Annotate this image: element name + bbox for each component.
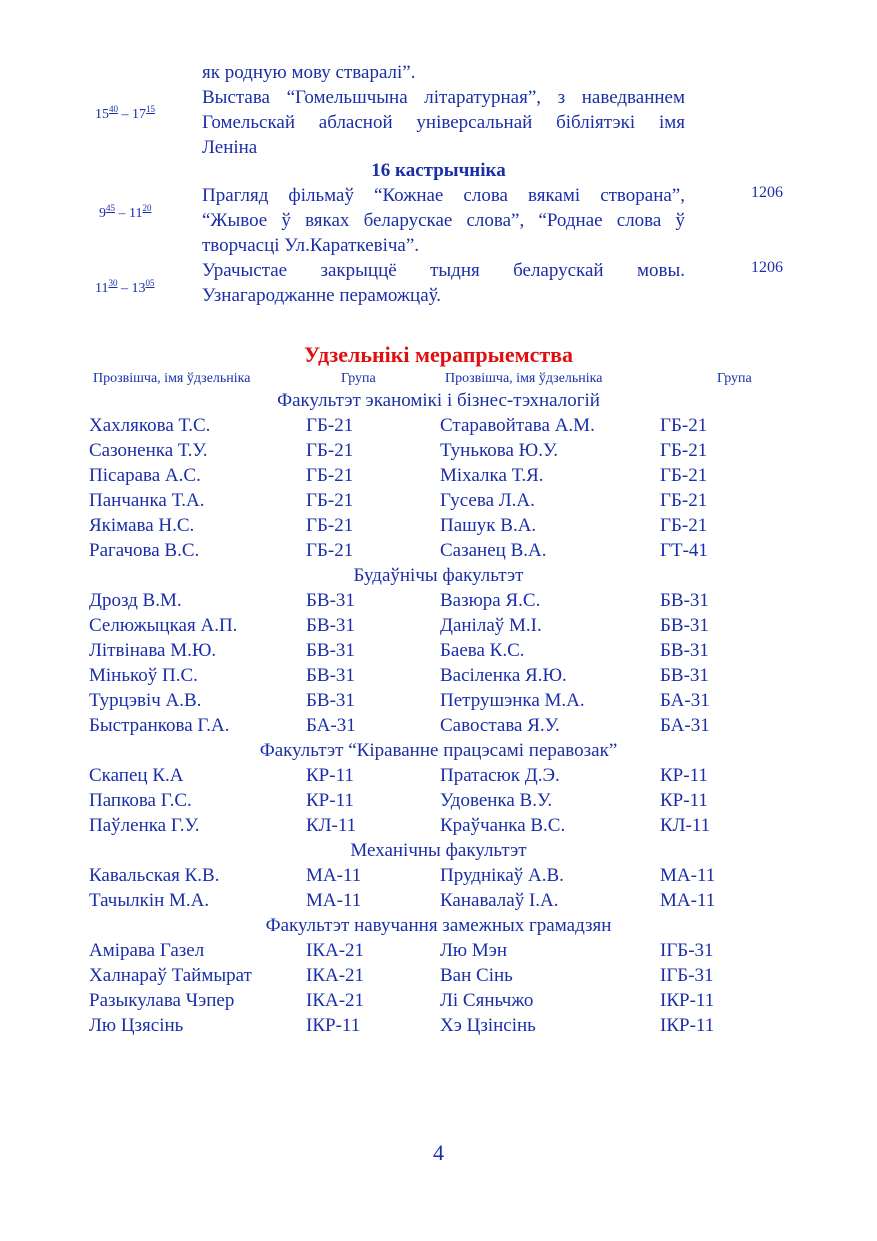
participant-name: Сазанец В.А. [440, 540, 547, 561]
participant-name: Савостава Я.У. [440, 715, 560, 736]
participant-name: Папкова Г.С. [89, 790, 192, 811]
item1-description: Выстава “Гомельшчына літаратурная”, з наведваннем Гомельскай абласной універсальнай бібліятэкі імя Леніна [202, 87, 685, 158]
day-heading: 16 кастрычніка [371, 160, 506, 181]
participant-group: ГБ-21 [660, 465, 708, 486]
participant-name: Міхалка Т.Я. [440, 465, 544, 486]
participant-group: ІКА-21 [306, 965, 365, 986]
participant-group: БВ-31 [660, 665, 709, 686]
participant-name: Вазюра Я.С. [440, 590, 541, 611]
participant-name: Амірава Газел [89, 940, 205, 961]
participant-group: КР-11 [660, 765, 708, 786]
participant-group: КЛ-11 [306, 815, 357, 836]
participant-name: Літвінава М.Ю. [89, 640, 217, 661]
item2-time: $9^{45} - 11^{20}$ [99, 203, 152, 221]
participant-name: Краўчанка В.С. [440, 815, 566, 836]
page-number: 4 [433, 1140, 444, 1165]
participant-name: Пісарава А.С. [89, 465, 201, 486]
item2-room: 1206 [751, 184, 783, 201]
participant-group: ГБ-21 [306, 440, 354, 461]
participant-name: Пашук В.А. [440, 515, 537, 536]
col-group-header-right: Група [717, 371, 752, 386]
participant-name: Селюжыцкая А.П. [89, 615, 238, 636]
faculty-heading: Факультэт навучання замежных грамадзян [265, 915, 612, 936]
col-group-header-left: Група [341, 371, 376, 386]
participant-name: Пруднікаў А.В. [440, 865, 564, 886]
participant-name: Гусева Л.А. [440, 490, 535, 511]
participant-name: Пратасюк Д.Э. [440, 765, 560, 786]
participant-group: ІГБ-31 [660, 940, 714, 961]
participant-group: БА-31 [660, 715, 710, 736]
participant-group: БА-31 [306, 715, 356, 736]
participant-group: ГБ-21 [306, 465, 354, 486]
participant-group: ІКР-11 [306, 1015, 361, 1036]
participant-group: БВ-31 [660, 590, 709, 611]
participant-name: Тунькова Ю.У. [440, 440, 559, 461]
item3-description: Урачыстае закрыццё тыдня беларускай мовы. Узнагароджанне пераможцаў. [202, 260, 685, 306]
participant-group: ІКР-11 [660, 990, 715, 1011]
participant-group: ГТ-41 [660, 540, 708, 561]
participant-name: Разыкулава Чэпер [89, 990, 235, 1011]
participant-name: Якімава Н.С. [89, 515, 195, 536]
participants-title: Удзельнікі мерапрыемства [303, 342, 574, 367]
participant-group: ГБ-21 [660, 440, 708, 461]
participant-name: Быстранкова Г.А. [89, 715, 230, 736]
participant-group: ГБ-21 [306, 515, 354, 536]
item3-room: 1206 [751, 259, 783, 276]
participant-group: БА-31 [660, 690, 710, 711]
participant-name: Рагачова В.С. [89, 540, 200, 561]
faculty-heading: Будаўнічы факультэт [353, 565, 524, 586]
participant-name: Скапец К.А [89, 765, 184, 786]
faculty-heading: Факультэт “Кіраванне працэсамі перавозак” [259, 740, 618, 761]
participant-group: ГБ-21 [306, 490, 354, 511]
participant-group: КР-11 [306, 765, 354, 786]
participant-group: БВ-31 [660, 615, 709, 636]
participant-group: БВ-31 [306, 590, 355, 611]
item1-time: $15^{40} - 17^{15}$ [95, 104, 155, 122]
participant-group: КР-11 [660, 790, 708, 811]
faculty-heading: Факультэт эканомікі і бізнес-тэхналогій [277, 390, 600, 411]
col-name-header-left: Прозвішча, імя ўдзельніка [93, 371, 251, 386]
faculty-heading: Механічны факультэт [350, 840, 527, 861]
item3-time: $11^{30} - 13^{05}$ [95, 278, 155, 296]
participant-name: Петрушэнка М.А. [440, 690, 585, 711]
participant-group: МА-11 [306, 890, 362, 911]
participant-group: ГБ-21 [660, 490, 708, 511]
participant-group: ГБ-21 [660, 515, 708, 536]
participant-group: БВ-31 [306, 615, 355, 636]
participant-group: БВ-31 [306, 690, 355, 711]
participant-name: Халнараў Таймырат [89, 965, 252, 986]
participant-name: Баева К.С. [440, 640, 525, 661]
participant-name: Тачылкін М.А. [89, 890, 210, 911]
participant-name: Васіленка Я.Ю. [440, 665, 567, 686]
participant-name: Хахлякова Т.С. [89, 415, 211, 436]
participant-name: Мінькоў П.С. [89, 665, 198, 686]
participant-name: Лі Сяньчжо [440, 990, 534, 1011]
participant-group: БВ-31 [306, 665, 355, 686]
participant-name: Панчанка Т.А. [89, 490, 205, 511]
col-name-header-right: Прозвішча, імя ўдзельніка [445, 371, 603, 386]
participant-name: Удовенка В.У. [440, 790, 553, 811]
item2-description: Прагляд фільмаў “Кожнае слова вякамі створана”, “Жывое ў вяках беларускае слова”, “Роднае слова ў творчасці Ул.Караткевіча”. [202, 185, 685, 256]
participant-group: ІКА-21 [306, 940, 365, 961]
participant-group: МА-11 [306, 865, 362, 886]
schedule-intro-line: як родную мову стваралі”. [202, 62, 416, 83]
participant-group: ГБ-21 [306, 415, 354, 436]
participant-group: БВ-31 [306, 640, 355, 661]
participant-group: ІГБ-31 [660, 965, 714, 986]
participant-name: Данілаў М.І. [440, 615, 542, 636]
participant-group: ІКР-11 [660, 1015, 715, 1036]
participant-group: МА-11 [660, 890, 716, 911]
participant-name: Дрозд В.М. [89, 590, 182, 611]
participant-name: Канавалаў І.А. [440, 890, 559, 911]
participant-name: Турцэвіч А.В. [89, 690, 202, 711]
participant-group: МА-11 [660, 865, 716, 886]
participant-group: КЛ-11 [660, 815, 711, 836]
participant-name: Ван Сінь [440, 965, 513, 986]
participant-group: ІКА-21 [306, 990, 365, 1011]
participant-name: Лю Цзясінь [89, 1015, 184, 1036]
participant-group: ГБ-21 [660, 415, 708, 436]
participant-name: Сазоненка Т.У. [89, 440, 208, 461]
participant-name: Хэ Цзінсінь [440, 1015, 536, 1036]
participant-name: Паўленка Г.У. [89, 815, 200, 836]
participant-name: Кавальская К.В. [89, 865, 220, 886]
participant-group: БВ-31 [660, 640, 709, 661]
participant-group: ГБ-21 [306, 540, 354, 561]
participant-name: Лю Мэн [440, 940, 508, 961]
participant-group: КР-11 [306, 790, 354, 811]
participant-name: Старавойтава А.М. [440, 415, 595, 436]
